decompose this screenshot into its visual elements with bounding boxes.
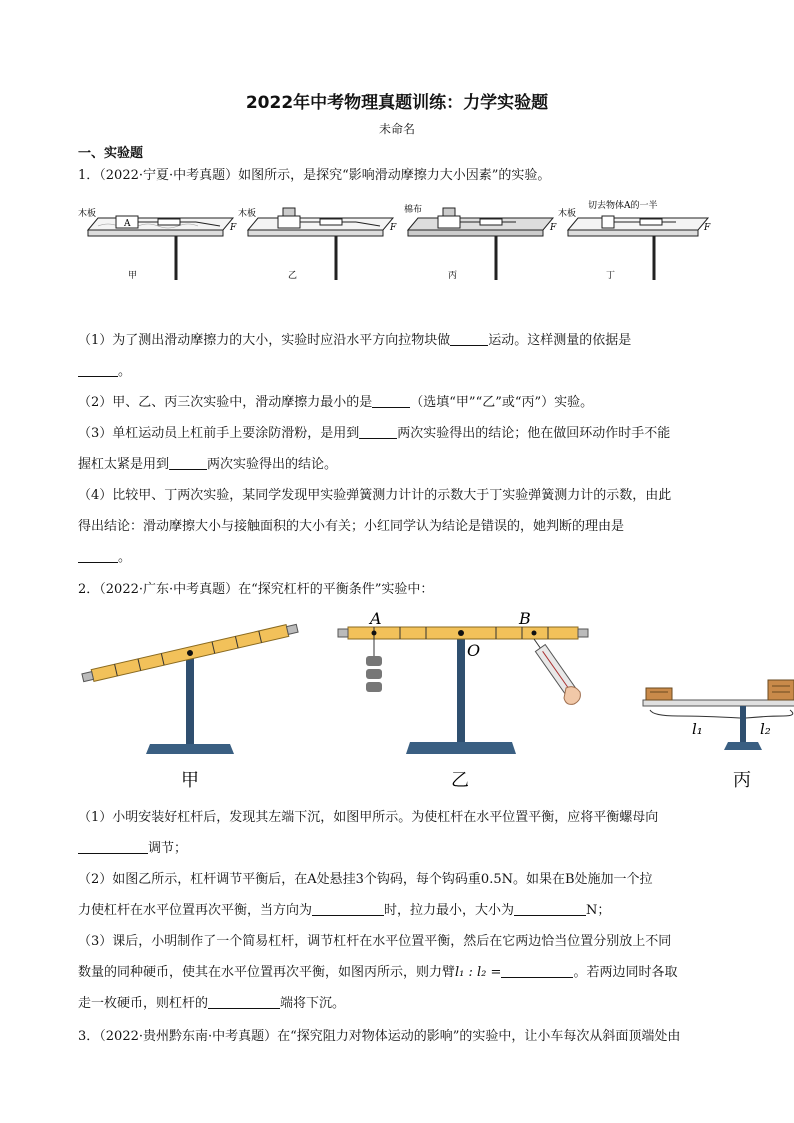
fig-label-jia: 甲 (128, 271, 138, 281)
fig-label-ding: 丁 (606, 271, 616, 281)
q1-part4-line1: （4）比较甲、丁两次实验，某同学发现甲实验弹簧测力计计的示数大于丁实验弹簧测力计的示数，由此 (78, 488, 672, 503)
q1-part2: （2）甲、乙、丙三次实验中，滑动摩擦力最小的是 （选填“甲”“乙”或“丙”）实验。 (78, 395, 594, 410)
answer-blank[interactable] (359, 424, 397, 439)
point-o-label: O (467, 641, 481, 660)
lever-bing (643, 680, 794, 791)
q2-part3-line3: 走一枚硬币，则杠杆的 端将下沉。 (78, 996, 346, 1011)
board-label: 木板 (78, 209, 97, 219)
q1-part1-line2: 。 (78, 362, 718, 382)
answer-blank[interactable] (372, 393, 410, 408)
q2-part2-line2: 力使杠杆在水平位置再次平衡，当方向为 时，拉力最小，大小为 N； (78, 903, 611, 918)
q2-part3-line1: （3）课后，小明制作了一个简易杠杆，调节杠杆在水平位置平衡，然后在它两边恰当位置分别放上不同 (78, 934, 672, 949)
answer-blank[interactable] (208, 994, 280, 1009)
q2-part3-line2: 数量的同种硬币，使其在水平位置再次平衡，如图丙所示，则力臂l₁ : l₂ = 。若两边同时各取 (78, 965, 678, 980)
page-title: 2022年中考物理真题训练：力学实验题 (245, 93, 549, 113)
block-label: A (124, 219, 131, 229)
fig-label-bing: 丙 (733, 770, 751, 791)
friction-setup-ding (558, 199, 711, 281)
q1-part4-line3: 。 (78, 548, 718, 568)
q2-lever-figure (78, 608, 771, 798)
answer-blank[interactable] (78, 839, 148, 854)
answer-blank[interactable] (312, 901, 384, 916)
l1-label: l₁ (692, 720, 703, 738)
q2-stem: 2．（2022·广东·中考真题）在“探究杠杆的平衡条件”实验中： (78, 582, 434, 597)
q3-stem: 3．（2022·贵州黔东南·中考真题）在“探究阻力对物体运动的影响”的实验中，让小车每次从斜面顶端处由 (78, 1029, 681, 1044)
answer-blank[interactable] (78, 362, 118, 377)
q1-friction-figure (78, 200, 718, 290)
cotton-label: 棉布 (404, 205, 423, 215)
answer-blank[interactable] (514, 901, 586, 916)
cut-label: 切去物体A的一半 (588, 201, 658, 211)
fig-label-yi: 乙 (288, 271, 298, 281)
point-b-label: B (519, 609, 531, 628)
force-label: F (230, 223, 237, 233)
page-subtitle: 未命名 (378, 122, 415, 136)
board-label: 木板 (238, 209, 257, 219)
force-label: F (390, 223, 397, 233)
fig-label-bing: 丙 (448, 271, 458, 281)
q1-stem: 1．（2022·宁夏·中考真题）如图所示，是探究“影响滑动摩擦力大小因素”的实验。 (78, 168, 551, 183)
point-a-label: A (370, 609, 382, 628)
friction-setup-bing (404, 203, 557, 281)
answer-blank[interactable] (169, 455, 207, 470)
fig-label-yi: 乙 (451, 770, 469, 791)
answer-blank[interactable] (78, 548, 118, 563)
section-heading: 一、实验题 (78, 146, 144, 161)
lever-yi (338, 609, 588, 791)
ratio-formula: l₁ : l₂ = (455, 965, 502, 980)
l2-label: l₂ (760, 720, 771, 738)
fig-label-jia: 甲 (181, 770, 199, 791)
lever-jia (81, 622, 298, 791)
force-label: F (704, 223, 711, 233)
friction-setup-yi (238, 207, 397, 281)
friction-setup-jia (78, 207, 237, 281)
q2-part2-line1: （2）如图乙所示，杠杆调节平衡后，在A处悬挂3个钩码，每个钩码重0.5N。如果在B处施加一个拉 (78, 872, 653, 887)
board-label: 木板 (558, 209, 577, 219)
q1-part3-line2: 握杠太紧是用到 两次实验得出的结论。 (78, 457, 338, 472)
force-label: F (550, 223, 557, 233)
q2-part1-line1: （1）小明安装好杠杆后，发现其左端下沉，如图甲所示。为使杠杆在水平位置平衡，应将平衡螺母向 (78, 810, 659, 825)
q2-part1-line2: 调节； (78, 839, 718, 859)
answer-blank[interactable] (501, 963, 573, 978)
q1-part4-line2: 得出结论：滑动摩擦大小与接触面积的大小有关；小红同学认为结论是错误的，她判断的理由是 (78, 519, 625, 534)
q1-part3-line1: （3）单杠运动员上杠前手上要涂防滑粉，是用到 两次实验得出的结论；他在做回环动作时手不能 (78, 426, 671, 441)
answer-blank[interactable] (450, 331, 488, 346)
q1-part1-line1: （1）为了测出滑动摩擦力的大小，实验时应沿水平方向拉物块做 运动。这样测量的依据是 (78, 333, 632, 348)
